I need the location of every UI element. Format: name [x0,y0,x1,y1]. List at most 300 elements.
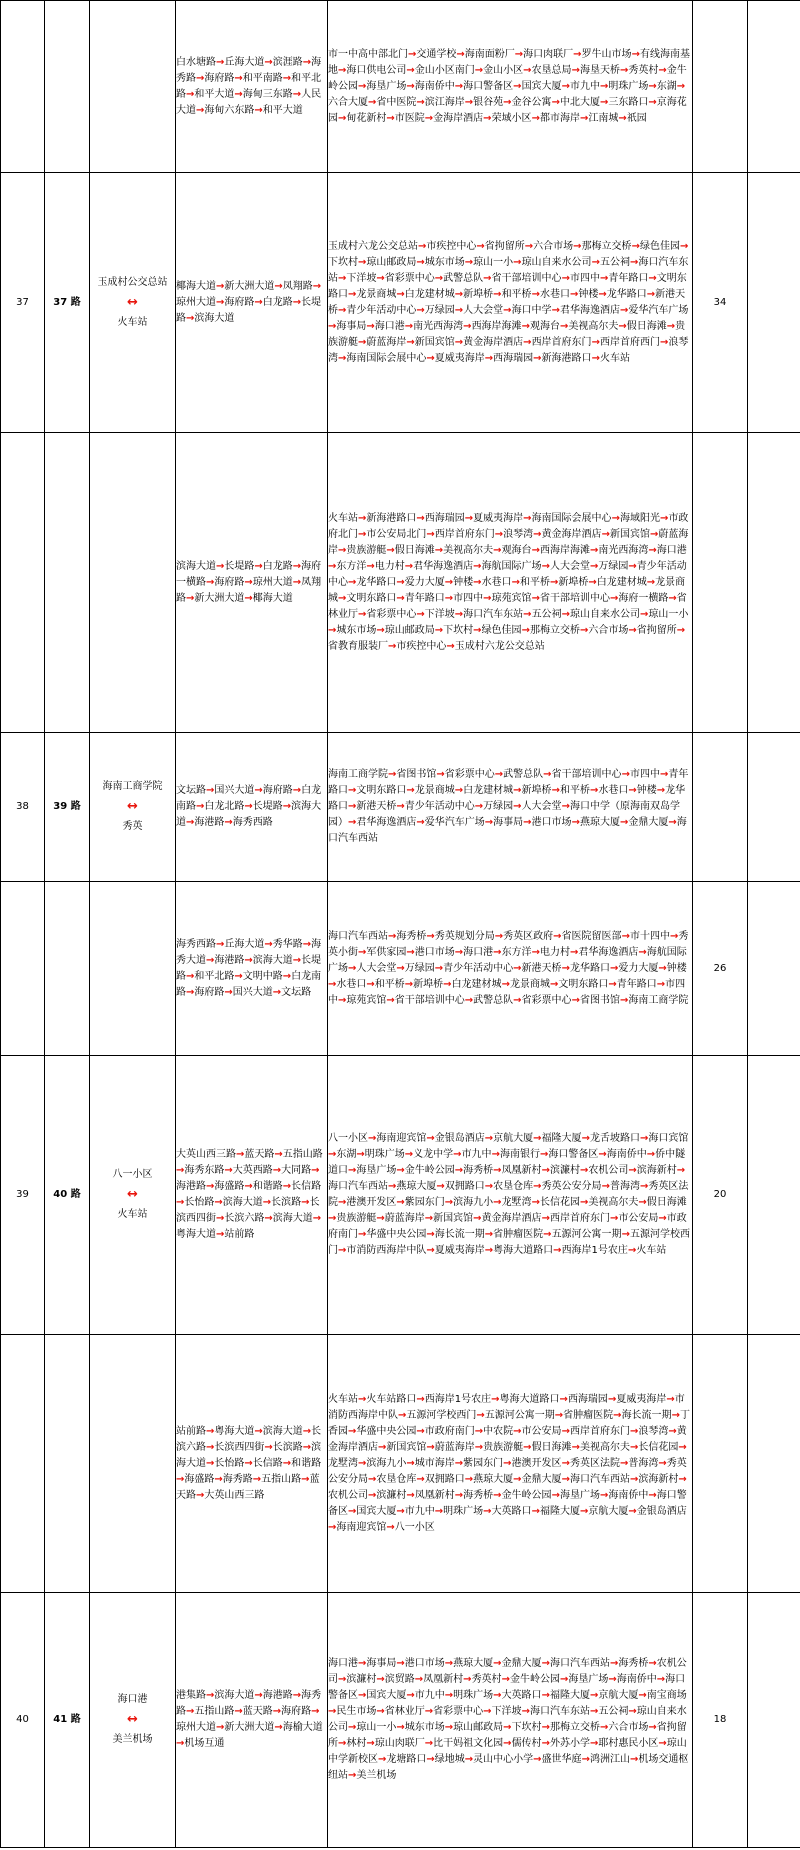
right-arrow-icon: → [214,1473,223,1485]
right-arrow-icon: → [591,336,600,348]
stop-name: 下洋坡 [346,272,377,284]
stop-name: 君华海逸酒店 [356,817,417,828]
right-arrow-icon: → [521,624,530,636]
stop-name: 琼州大道 [176,1722,216,1733]
right-arrow-icon: → [513,962,522,974]
stop-name: 八一小区 [328,1133,368,1144]
stop-name: 西海瑞园 [493,352,534,364]
stops-cell [328,173,693,433]
bidirectional-arrow-icon: ↔ [127,799,138,814]
stop-name: 农机公司 [588,1165,629,1176]
stop-name: 海南迎宾馆 [336,1521,387,1533]
right-arrow-icon: → [533,1754,542,1765]
stop-name: 秀英公安分局 [328,1457,687,1485]
right-arrow-icon: → [348,1722,357,1733]
right-arrow-icon: → [648,1489,657,1501]
stop-name: 秀华路 [272,938,303,950]
route-number-cell [45,1335,90,1593]
terminals-cell [90,1593,176,1848]
right-arrow-icon: → [513,785,522,796]
stop-name: 市九中 [414,1690,445,1701]
stop-name: 长滨路 [271,1197,302,1208]
stop-name: 美兰机场 [356,1770,397,1781]
right-arrow-icon: → [348,801,357,812]
right-arrow-icon: → [628,1706,637,1717]
route-number-cell: 37 路 [45,173,90,433]
right-arrow-icon: → [493,1197,502,1208]
right-arrow-icon: → [599,1489,609,1501]
stop-name: 西海岸1号农庄 [424,1393,492,1405]
right-arrow-icon: → [627,1245,637,1256]
stop-name: 海长流一期 [621,1409,672,1421]
stop-name: 和平大道 [194,88,235,100]
right-arrow-icon: → [463,1674,472,1685]
stop-name: 海口汽车西站 [328,817,687,844]
stop-name: 绿色佳园 [639,240,680,252]
stop-name: 海垦天桥 [579,64,620,76]
right-arrow-icon: → [493,1658,502,1669]
right-arrow-icon: → [444,1722,454,1733]
right-arrow-icon: → [523,608,532,620]
right-arrow-icon: → [676,80,686,92]
stop-name: 海垦广场 [568,1674,609,1685]
stop-name: 农垦仓库 [376,1473,417,1485]
right-arrow-icon: → [366,320,375,332]
stop-name: 鸿洲江山 [589,1754,630,1765]
stop-name: 海事局 [336,320,367,332]
right-arrow-icon: → [658,64,667,76]
stop-name: 滨海大道 [262,1425,303,1437]
stop-name: 京航大厦 [598,1690,639,1701]
stop-name: 西海岸海滩 [471,320,522,332]
right-arrow-icon: → [434,1505,444,1517]
right-arrow-icon: → [348,1425,357,1437]
stop-name: 青年路口 [404,592,445,604]
stop-name: 滨海大道 [214,1690,255,1701]
stop-name: 龙华路口 [356,576,397,588]
stop-name: 滨海大道 [176,801,322,828]
seq-cell: 38 [1,733,45,882]
right-arrow-icon: → [274,1722,283,1733]
right-arrow-icon: → [523,512,532,524]
stop-name: 海口警备区 [328,1674,686,1701]
stop-name: 钟楼 [453,576,474,588]
right-arrow-icon: → [483,592,492,604]
right-arrow-icon: → [646,1149,656,1160]
right-arrow-icon: → [292,560,302,572]
right-arrow-icon: → [206,954,215,966]
right-arrow-icon: → [206,1441,215,1453]
right-arrow-icon: → [561,962,570,974]
right-arrow-icon: → [348,576,357,588]
stop-name: 市四中 [569,272,600,284]
stop-name: 侨中隧道口 [328,1149,686,1176]
right-arrow-icon: → [406,336,415,348]
stop-name: 国宾大厦 [521,80,562,92]
right-arrow-icon: → [678,1473,687,1485]
right-arrow-icon: → [436,769,445,780]
stop-name: 五公祠 [598,1706,629,1717]
right-arrow-icon: → [531,288,540,300]
roads-cell [176,1,328,173]
stop-name: 黄金海岸酒店 [328,1425,687,1453]
stop-name: 长堤路 [252,801,283,812]
right-arrow-icon: → [186,817,195,828]
distance-cell: 20 [693,1056,748,1335]
stop-name: 滨海大道 [272,1213,313,1224]
stop-name: 滨海新村 [636,1165,677,1176]
stop-name: 义龙中学 [413,1149,454,1160]
right-arrow-icon: → [494,930,504,942]
stop-name: 南光西海湾 [413,320,464,332]
right-arrow-icon: → [463,320,472,332]
right-arrow-icon: → [619,994,629,1006]
stop-name: 爱力大厦 [404,576,445,588]
stop-name: 城东市场 [404,1722,445,1733]
right-arrow-icon: → [599,1722,609,1733]
stop-name: 白龙南路 [176,970,322,998]
right-arrow-icon: → [376,624,385,636]
blank-cell [748,882,800,1056]
right-arrow-icon: → [676,624,686,636]
right-arrow-icon: → [454,946,464,958]
stop-name: 新国宾馆 [386,1441,427,1453]
right-arrow-icon: → [619,1457,629,1469]
route-number-cell [45,433,90,733]
stop-name: 和平桥 [519,576,550,588]
right-arrow-icon: → [569,288,579,300]
stop-name: 海事局 [493,817,524,828]
right-arrow-icon: → [396,1722,405,1733]
start-terminal: 海口港 [117,1694,148,1705]
right-arrow-icon: → [424,112,434,124]
right-arrow-icon: → [559,320,569,332]
right-arrow-icon: → [628,785,637,796]
stop-name: 粤海大道 [214,1425,255,1437]
right-arrow-icon: → [312,1213,322,1224]
stop-name: 粤海大道 [176,1229,216,1240]
stop-name: 钟楼 [636,785,657,796]
stop-name: 白龙建材城 [451,978,502,990]
stop-name: 中北大厦 [559,96,600,108]
right-arrow-icon: → [408,48,417,60]
stop-name: 五源河公寓一期 [484,1409,555,1421]
right-arrow-icon: → [503,1722,512,1733]
stop-name: 琼山自来水公司 [521,256,592,268]
stop-name: 比干妈祖文化园 [433,1738,504,1749]
stop-name: 省拘留所 [484,240,525,252]
stop-name: 文明中路 [242,970,283,982]
stop-name: 滨海大道 [194,312,235,324]
stop-name: 港澳开发区 [511,1457,562,1469]
stop-name: 海南银行 [499,1149,540,1160]
stop-name: 省图书馆 [396,769,437,780]
stop-name: 华盛中央公园 [356,1425,417,1437]
stop-name: 和平北路 [194,970,235,982]
right-arrow-icon: → [244,1181,253,1192]
right-arrow-icon: → [368,1473,377,1485]
right-arrow-icon: → [282,801,292,812]
stop-name: 六合市场 [533,240,574,252]
stop-name: 西岸首府西门 [599,336,660,348]
right-arrow-icon: → [483,1505,492,1517]
end-terminal: 火车站 [117,316,148,328]
stop-name: 金银岛酒店 [636,1505,687,1517]
right-arrow-icon: → [464,256,474,268]
right-arrow-icon: → [338,1197,347,1208]
right-arrow-icon: → [599,272,609,284]
stop-name: 文明东路口 [558,978,609,990]
right-arrow-icon: → [328,1213,337,1224]
blank-cell [748,733,800,882]
right-arrow-icon: → [513,80,522,92]
stop-name: 福隆大厦 [549,1690,590,1701]
right-arrow-icon: → [328,1706,337,1717]
stop-name: 下洋坡 [491,1706,522,1717]
right-arrow-icon: → [328,1149,337,1160]
right-arrow-icon: → [406,946,415,958]
right-arrow-icon: → [531,946,540,958]
stop-name: 华盛中央公园 [366,1229,427,1240]
stop-name: 丁香园 [328,1409,690,1437]
table-row [1,1335,800,1593]
stop-name: 八一小区 [394,1521,435,1533]
right-arrow-icon: → [376,1674,385,1685]
right-arrow-icon: → [386,112,395,124]
stop-name: 新埠桥 [463,288,494,300]
stop-name: 海南侨中 [616,1674,657,1685]
right-arrow-icon: → [639,608,649,620]
right-arrow-icon: → [464,1754,474,1765]
stop-name: 白水塘路 [176,56,216,68]
right-arrow-icon: → [619,64,629,76]
right-arrow-icon: → [301,1197,310,1208]
stop-name: 海口港 [463,946,494,958]
stop-name: 凤凰新村 [414,1489,455,1501]
stop-name: 火车站 [328,512,358,524]
stop-name: 假日海滩 [394,544,435,556]
stop-name: 海府路 [214,576,245,588]
stop-name: 龙舌坡路口 [589,1133,640,1144]
stop-name: 和平北路 [176,72,322,100]
right-arrow-icon: → [493,288,502,300]
stop-name: 盛世华庭 [541,1754,582,1765]
right-arrow-icon: → [561,608,570,620]
route-number-cell: 40 路 [45,1056,90,1335]
right-arrow-icon: → [444,576,454,588]
right-arrow-icon: → [553,930,562,942]
stop-name: 长堤路 [176,296,322,324]
stop-name: 海垦广场 [559,1489,600,1501]
stop-name: 那梅立交桥 [529,624,580,636]
right-arrow-icon: → [216,1229,225,1240]
right-arrow-icon: → [609,1213,619,1224]
right-arrow-icon: → [396,592,405,604]
right-arrow-icon: → [396,801,405,812]
stop-name: 琼山一小 [648,608,689,620]
stop-name: 爱力大厦 [618,962,659,974]
right-arrow-icon: → [216,938,225,950]
right-arrow-icon: → [484,1133,494,1144]
right-arrow-icon: → [543,769,552,780]
stop-name: 黄金海岸酒店 [463,336,524,348]
right-arrow-icon: → [454,608,464,620]
stop-name: 海南国际会展中心 [531,512,612,524]
right-arrow-icon: → [358,336,367,348]
stop-name: 南宝商场 [646,1690,687,1701]
stop-name: 蔚蓝海岸 [434,1441,475,1453]
right-arrow-icon: → [244,576,253,588]
right-arrow-icon: → [234,1706,243,1717]
stop-name: 蓝天路 [244,1149,275,1160]
right-arrow-icon: → [503,96,512,108]
stop-name: 夏威夷海岸 [434,352,485,364]
blank-cell [748,1335,800,1593]
stop-name: 水巷口 [336,978,367,990]
stop-name: 京海花园 [328,96,687,124]
right-arrow-icon: → [493,946,502,958]
right-arrow-icon: → [416,1425,425,1437]
right-arrow-icon: → [416,512,425,524]
stop-name: 贵族游艇 [328,320,686,348]
right-arrow-icon: → [531,112,540,124]
stop-name: 市政府北门 [328,512,689,540]
table-row [1,733,800,882]
stop-name: 爱华汽车广场 [424,817,485,828]
stop-name: 省干部培训中心 [394,994,465,1006]
right-arrow-icon: → [649,528,659,540]
right-arrow-icon: → [454,80,464,92]
right-arrow-icon: → [356,1149,365,1160]
stop-name: 五源河学校西门 [406,1409,477,1421]
right-arrow-icon: → [196,72,205,84]
start-terminal: 玉成村公交总站 [97,276,168,288]
seq-cell: 40 [1,1593,45,1848]
right-arrow-icon: → [196,801,205,812]
stop-name: 江南城 [588,112,619,124]
right-arrow-icon: → [254,296,263,308]
stop-name: 滨濂村 [549,1165,580,1176]
stop-name: 海秀西路 [232,817,273,828]
stop-name: 琼山中学新校区 [328,1738,687,1765]
right-arrow-icon: → [599,80,609,92]
right-arrow-icon: → [549,576,559,588]
right-arrow-icon: → [453,1149,462,1160]
stop-name: 燕琼大厦 [396,1181,437,1192]
terminals-cell [90,1,176,173]
stop-name: 海口汽车西站 [569,1473,630,1485]
stop-name: 人大会堂 [521,801,562,812]
stop-name: 农垦仓库 [493,1181,534,1192]
right-arrow-icon: → [676,1165,686,1176]
right-arrow-icon: → [454,336,464,348]
right-arrow-icon: → [444,1197,454,1208]
stop-name: 五指山路 [261,1473,302,1485]
terminals-cell [90,1056,176,1335]
stop-name: 港澳开发区 [346,1197,397,1208]
stop-name: 秀英村 [471,1674,502,1685]
stop-name: 琼苑宾馆 [491,592,532,604]
stop-name: 省教育服装厂 [328,640,388,652]
stop-name: 海南工商学院 [628,994,689,1006]
right-arrow-icon: → [338,352,347,364]
right-arrow-icon: → [523,336,532,348]
right-arrow-icon: → [648,544,657,556]
right-arrow-icon: → [348,817,357,828]
right-arrow-icon: → [608,1674,617,1685]
stop-name: 夏威夷海岸 [473,512,524,524]
right-arrow-icon: → [338,994,347,1006]
right-arrow-icon: → [484,1181,494,1192]
stop-name: 长信路 [252,1457,283,1469]
stop-name: 新埠桥 [521,785,552,796]
stop-name: 城东市场 [336,624,377,636]
stop-name: 海府路 [262,785,293,796]
stops-cell [328,1056,693,1335]
right-arrow-icon: → [571,64,580,76]
right-arrow-icon: → [396,1505,405,1517]
stop-name: 海甸六东路 [204,104,255,116]
stop-name: 龙墅湾 [328,1457,358,1469]
stop-name: 市公安局北门 [366,528,427,540]
right-arrow-icon: → [646,576,656,588]
stop-name: 椰海大道 [176,280,216,292]
right-arrow-icon: → [338,1674,347,1685]
stop-name: 青少年活动中心 [404,801,475,812]
right-arrow-icon: → [621,1229,630,1240]
blank-cell [748,1,800,173]
right-arrow-icon: → [521,320,530,332]
right-arrow-icon: → [416,817,425,828]
right-arrow-icon: → [272,986,282,998]
right-arrow-icon: → [523,1441,532,1453]
right-arrow-icon: → [533,352,542,364]
stop-name: 新港天桥 [356,801,397,812]
right-arrow-icon: → [416,1473,425,1485]
stop-name: 蓝天路 [176,1473,320,1501]
right-arrow-icon: → [426,1133,435,1144]
stop-name: 长滨六路 [176,1425,322,1453]
right-arrow-icon: → [338,1738,347,1749]
stop-name: 市疾控中心 [396,640,447,652]
distance-cell [693,433,748,733]
stop-name: 滨海大道 [222,1197,263,1208]
stop-name: 滨海大道 [176,560,216,572]
right-arrow-icon: → [638,1197,647,1208]
right-arrow-icon: → [581,1754,590,1765]
right-arrow-icon: → [579,1165,589,1176]
stop-name: 省林业厅 [384,1706,425,1717]
stop-name: 钟楼 [666,962,687,974]
stop-name: 长怡路 [214,1457,245,1469]
right-arrow-icon: → [434,624,444,636]
stop-name: 国宾大厦 [366,1690,407,1701]
stop-name: 美视高尔夫 [579,1441,630,1453]
right-arrow-icon: → [588,576,597,588]
right-arrow-icon: → [424,1706,434,1717]
stop-name: 龙塘路口 [386,1754,427,1765]
right-arrow-icon: → [446,640,455,652]
right-arrow-icon: → [559,1674,569,1685]
stop-name: 琼山邮政局 [366,256,417,268]
stop-name: 明珠广场 [453,1690,494,1701]
stop-name: 海口汽车东站 [328,256,689,284]
stop-name: 滨海新村 [638,1473,679,1485]
stop-name: 市九中 [461,1149,492,1160]
right-arrow-icon: → [561,80,570,92]
stop-name: 火车站 [328,1393,358,1405]
right-arrow-icon: → [348,1770,357,1781]
